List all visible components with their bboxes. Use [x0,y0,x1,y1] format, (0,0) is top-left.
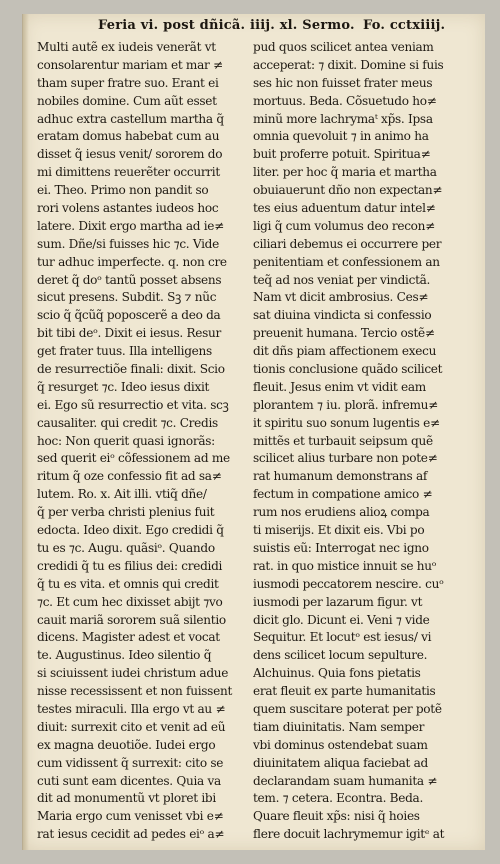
text-line: causaliter. qui credit ⁊c. Credis [37,415,218,430]
text-line: te. Augustinus. Ideo silentio q̃ [37,648,212,663]
text-line: Quare fleuit xp̃s: nisi q̃ hoies [253,809,420,824]
text-line: fectum in compatione amico ≠ [253,487,433,502]
text-line: sat diuina vindicta si confessio [253,308,432,323]
running-header [98,14,488,36]
text-line: Sequitur. Et locutᵒ est iesus/ vi [253,630,432,645]
text-line: rat. in quo mistice innuit se huᵒ [253,558,437,573]
text-line: dicens. Magister adest et vocat [37,630,220,645]
text-line: preuenit humana. Tercio ostẽ≠ [253,326,435,341]
text-line: deret q̃ doᵒ tantũ posset absens [37,272,222,287]
text-line: Nam vt dicit ambrosius. Ces≠ [253,290,429,305]
text-line: iusmodi peccatorem nescire. cuᵒ [253,576,444,591]
text-line: nisse recessissent et non fuissent [37,684,232,699]
text-line: acceperat: ⁊ dixit. Domine si fuis [253,57,444,72]
text-line: disset q̃ iesus venit/ sororem do [37,147,223,162]
text-line: flere docuit lachrymemur igitᵉ at [253,827,445,842]
text-line: ritum q̃ oze confessio fit ad sa≠ [37,469,222,484]
text-line: mittẽs et turbauit seipsum quẽ [253,433,433,448]
text-line: ei. Ego sũ resurrectio et vita. scꝫ [37,397,229,412]
text-line: rori volens astantes iudeos hoc [37,201,219,216]
running-title: Feria vi. post dñicã. iiij. xl. Sermo. [98,18,355,33]
text-line: nobiles domine. Cum aũt esset [37,93,217,108]
text-line: diuit: surrexit cito et venit ad eũ [37,719,226,734]
text-line: sicut presens. Subdit. Sꝫ ⁊ nũc [37,290,217,305]
text-line: eratam domus habebat cum au [37,129,220,144]
text-line: bit tibi deᵒ. Dixit ei iesus. Resur [37,326,222,341]
text-line: credidi q̃ tu es filius dei: credidi [37,558,223,573]
text-line: buit proferre potuit. Spiritua≠ [253,147,431,162]
text-line: omnia quevoluit ⁊ in animo ha [253,129,429,144]
text-line: tiam diuinitatis. Nam semper [253,719,425,734]
text-line: ciliari debemus ei occurrere per [253,236,442,251]
text-line: cauit mariã sororem suã silentio [37,612,226,627]
text-line: Alchuinus. Quia fons pietatis [253,666,421,681]
text-line: cuti sunt eam dicentes. Quia va [37,773,221,788]
text-line: vbi dominus ostendebat suam [253,737,428,752]
text-line: ses hic non fuisset frater meus [253,75,433,90]
text-line: get frater tuus. Illa intelligens [37,344,212,359]
text-line: minũ more lachrymaᵗ xp̃s. Ipsa [253,111,433,126]
text-line: ⁊c. Et cum hec dixisset abijt ⁊vo [37,594,223,609]
text-line: Maria ergo cum venisset vbi e≠ [37,809,224,824]
text-column-left [37,39,247,844]
text-line: it spiritu suo sonum lugentis e≠ [253,415,440,430]
text-line: dit ad monumentũ vt ploret ibi [37,791,216,806]
text-line: obuiauerunt dño non expectan≠ [253,183,443,198]
text-line: tionis conclusione quãdo scilicet [253,362,443,377]
text-line: liter. per hoc q̃ maria et martha [253,165,437,180]
text-line: ei. Theo. Primo non pandit so [37,183,209,198]
text-line: pud quos scilicet antea veniam [253,40,434,54]
text-line: q̃ tu es vita. et omnis qui credit [37,576,219,591]
page-gutter-shadow [23,14,29,850]
text-line: suistis eũ: Interrogat nec igno [253,540,429,555]
text-line: dens scilicet locum sepulture. [253,648,428,663]
text-line: teq̃ ad nos veniat per vindictã. [253,272,431,287]
text-column-right [253,39,463,844]
text-line: quem suscitare poterat per potẽ [253,701,442,716]
text-line: tur adhuc imperfecte. q. non cre [37,254,227,269]
text-line: ti miserijs. Et dixit eis. Vbi po [253,523,425,538]
text-line: q̃ resurget ⁊c. Ideo iesus dixit [37,379,210,394]
text-line: adhuc extra castellum martha q̃ [37,111,224,126]
text-line: tem. ⁊ cetera. Econtra. Beda. [253,791,424,806]
text-line: testes miraculi. Illa ergo vt au ≠ [37,701,226,716]
text-line: sed querit eiᵒ cõfessionem ad me [37,451,230,466]
text-line: tes eius aduentum datur intel≠ [253,201,436,216]
text-line: dicit glo. Dicunt ei. Veni ⁊ vide [253,612,430,627]
text-line: mortuus. Beda. Cõsuetudo ho≠ [253,93,437,108]
text-line: de resurrectiõe finali: dixit. Scio [37,362,225,377]
text-line: latere. Dixit ergo martha ad ie≠ [37,218,225,233]
text-line: lutem. Ro. x. Ait illi. vtiq̃ dñe/ [37,487,207,502]
text-line: rat humanum demonstrans af [253,469,428,484]
folio-number: Fo. cctxiiij. [363,18,446,33]
text-line: hoc: Non querit quasi ignorãs: [37,433,215,448]
text-line: tham super fratre suo. Erant ei [37,75,219,90]
text-line: erat fleuit ex parte humanitatis [253,684,436,699]
text-line: q̃ per verba christi plenius fuit [37,505,215,520]
text-line: tu es ⁊c. Augu. quãsiᵒ. Quando [37,540,215,555]
text-line: scilicet alius turbare non pote≠ [253,451,438,466]
text-line: fleuit. Jesus enim vt vidit eam [253,379,426,394]
text-line: ex magna deuotiõe. Iudei ergo [37,737,216,752]
text-line: mi dimittens reuerẽter occurrit [37,165,220,180]
text-line: declarandam suam humanita ≠ [253,773,438,788]
text-line: iusmodi per lazarum figur. vt [253,594,423,609]
text-line: rum nos erudiens alioꝝ compa [253,505,430,520]
text-line: sum. Dñe/si fuisses hic ⁊c. Vide [37,236,219,251]
text-line: plorantem ⁊ iu. plorã. infremu≠ [253,397,438,412]
text-line: cum vidissent q̃ surrexit: cito se [37,755,224,770]
text-line: dit dñs piam affectionem execu [253,344,437,359]
text-line: scio q̃ q̃cũq̃ poposcerẽ a deo da [37,308,221,323]
text-line: edocta. Ideo dixit. Ego credidi q̃ [37,523,224,538]
text-line: penitentiam et confessionem an [253,254,440,269]
text-line: si sciuissent iudei christum adue [37,666,229,681]
text-line: diuinitatem aliqua faciebat ad [253,755,428,770]
text-line: consolarentur mariam et mar ≠ [37,57,223,72]
text-line: Multi autẽ ex iudeis venerãt vt [37,40,216,54]
text-line: rat iesus cecidit ad pedes eiᵒ a≠ [37,827,225,842]
text-line: ligi q̃ cum volumus deo recon≠ [253,218,435,233]
